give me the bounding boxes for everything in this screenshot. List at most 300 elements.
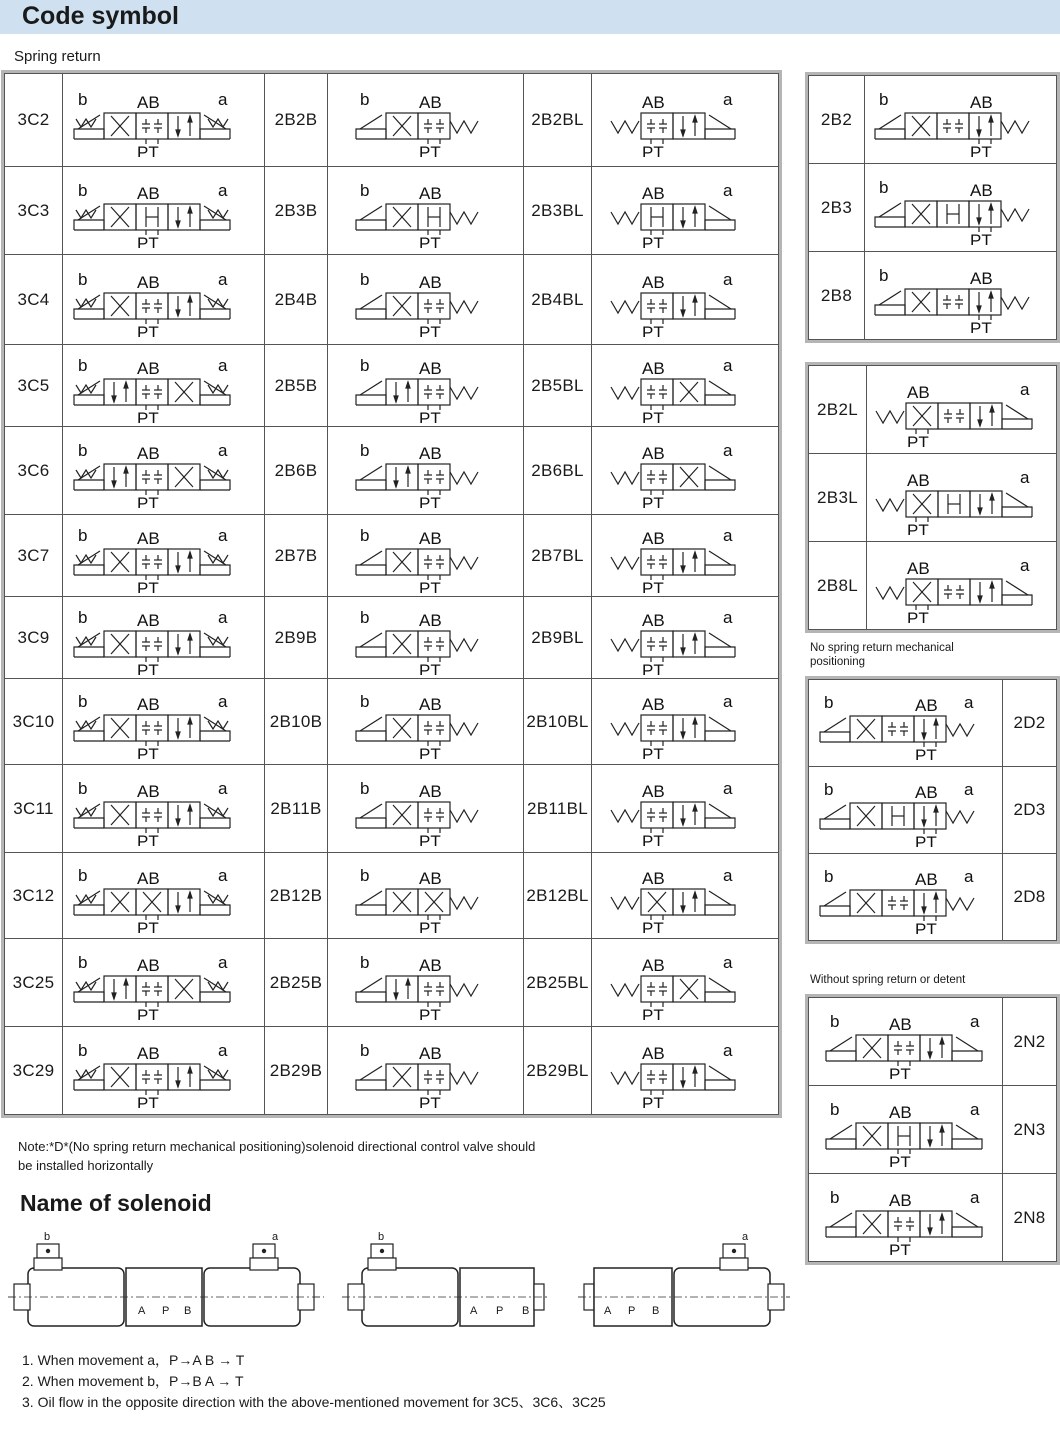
valve-symbol (336, 772, 516, 846)
valve-symbol (336, 601, 516, 675)
code-2b: 2B29B (265, 1027, 328, 1115)
installation-note: Note:*D*(No spring return mechanical positioning)solenoid directional control valve should be installed horizontally (18, 1139, 536, 1173)
code-3c: 3C3 (5, 167, 63, 255)
valve-symbol (66, 349, 262, 423)
a-label: a (963, 693, 973, 712)
main-row (5, 597, 779, 679)
code-right_group4: 2N3 (1003, 1086, 1057, 1174)
sol2-port-p: P (496, 1305, 504, 1317)
a-label: a (963, 780, 973, 799)
a-label: a (723, 691, 733, 711)
code-2b: 2B10B (265, 679, 328, 765)
right-table-3 (808, 679, 1057, 941)
symbol-cell (592, 427, 779, 515)
main-row (5, 853, 779, 939)
code-3c: 3C4 (5, 255, 63, 345)
a-label: a (217, 865, 227, 885)
code-right_group4: 2N8 (1003, 1174, 1057, 1262)
code-3c: 3C11 (5, 765, 63, 853)
main-row (5, 255, 779, 345)
pt-label: PT (418, 831, 441, 846)
sol2-port-a: A (470, 1305, 478, 1317)
valve-symbol (66, 263, 262, 337)
pt-label: PT (642, 408, 664, 423)
ab-label: AB (642, 93, 665, 112)
symbol-cell (809, 767, 1003, 854)
symbol-cell (865, 76, 1057, 164)
ab-label: AB (418, 183, 442, 203)
code-3c: 3C29 (5, 1027, 63, 1115)
valve-symbol (595, 772, 775, 846)
ab-label: AB (418, 443, 442, 463)
a-label: a (723, 952, 733, 972)
symbol-cell (867, 366, 1057, 454)
ab-label: AB (136, 183, 160, 203)
symbol-cell (809, 1086, 1003, 1174)
b-label: b (359, 525, 369, 545)
code-right_group2: 2B2L (809, 366, 867, 454)
pt-label: PT (136, 918, 159, 933)
symbol-cell (63, 255, 265, 345)
code-2b: 2B9B (265, 597, 328, 679)
pt-label: PT (418, 660, 441, 675)
sol3-port-p: P (628, 1305, 636, 1317)
code-3c: 3C6 (5, 427, 63, 515)
valve-symbol (595, 263, 775, 337)
symbol-cell (328, 345, 524, 427)
symbol-cell (63, 345, 265, 427)
solenoid-drawings (8, 1222, 798, 1342)
a-label: a (723, 269, 733, 289)
pt-label: PT (914, 746, 937, 760)
a-label: a (217, 952, 227, 972)
pt-label: PT (136, 322, 159, 337)
symbol-cell (592, 1027, 779, 1115)
symbol-cell (328, 167, 524, 255)
pt-label: PT (418, 1093, 441, 1108)
ab-label: AB (136, 443, 160, 463)
ab-label: AB (418, 358, 442, 378)
page-title: Code symbol (22, 2, 179, 30)
a-label: a (723, 90, 733, 109)
valve-symbol (66, 1034, 262, 1108)
ab-label: AB (136, 610, 160, 630)
symbol-cell (867, 454, 1057, 542)
pt-label: PT (136, 744, 159, 759)
b-label: b (823, 693, 833, 712)
pt-label: PT (888, 1152, 911, 1167)
valve-symbol (869, 259, 1053, 333)
symbol-cell (63, 1027, 265, 1115)
b-label: b (878, 89, 888, 109)
pt-label: PT (136, 233, 159, 248)
ab-label: AB (906, 470, 930, 490)
pt-label: PT (136, 1093, 159, 1108)
main-row (5, 515, 779, 597)
symbol-cell (592, 679, 779, 765)
without-spring-caption: Without spring return or detent (810, 974, 966, 986)
code-2b: 2B7B (265, 515, 328, 597)
sol1-port-a: A (138, 1305, 146, 1317)
main-row (5, 939, 779, 1027)
symbol-cell (328, 939, 524, 1027)
code-3c: 3C7 (5, 515, 63, 597)
valve-symbol (336, 434, 516, 508)
symbol-cell (63, 74, 265, 167)
code-2b: 2B12B (265, 853, 328, 939)
ab-label: AB (136, 868, 160, 888)
valve-symbol (595, 519, 775, 593)
ab-label: AB (969, 92, 993, 112)
symbol-cell (592, 167, 779, 255)
valve-symbol (812, 773, 1000, 847)
ab-label: AB (136, 272, 160, 292)
b-label: b (359, 269, 369, 289)
pt-label: PT (642, 918, 664, 933)
b-label: b (77, 607, 87, 627)
code-2bl: 2B12BL (524, 853, 592, 939)
symbol-cell (865, 164, 1057, 252)
code-2b: 2B5B (265, 345, 328, 427)
symbol-cell (809, 998, 1003, 1086)
code-2bl: 2B6BL (524, 427, 592, 515)
pt-label: PT (418, 143, 441, 157)
b-label: b (77, 1040, 87, 1060)
ab-label: AB (418, 528, 442, 548)
code-2b: 2B11B (265, 765, 328, 853)
code-right_group3: 2D8 (1003, 854, 1057, 941)
pt-label: PT (888, 1064, 911, 1079)
code-2bl: 2B2BL (524, 74, 592, 167)
a-label: a (217, 440, 227, 460)
pt-label: PT (418, 233, 441, 248)
symbol-cell (328, 597, 524, 679)
valve-symbol (66, 519, 262, 593)
a-label: a (217, 778, 227, 798)
sol1-port-p: P (162, 1305, 170, 1317)
a-label: a (1019, 555, 1029, 575)
ab-label: AB (136, 781, 160, 801)
a-label: a (217, 607, 227, 627)
symbol-cell (809, 854, 1003, 941)
symbol-cell (809, 680, 1003, 767)
ab-label: AB (418, 694, 442, 714)
pt-label: PT (136, 493, 159, 508)
right-row (809, 854, 1057, 941)
ab-label: AB (969, 180, 993, 200)
valve-symbol (336, 83, 516, 157)
pt-label: PT (136, 660, 159, 675)
b-label: b (878, 177, 888, 197)
a-label: a (723, 440, 733, 460)
pt-label: PT (136, 831, 159, 846)
b-label: b (359, 180, 369, 200)
sol2-port-b: B (522, 1305, 530, 1317)
pt-label: PT (642, 493, 664, 508)
pt-label: PT (906, 432, 929, 447)
pt-label: PT (136, 143, 159, 157)
a-label: a (969, 1099, 979, 1119)
right-row (809, 998, 1057, 1086)
a-label: a (723, 355, 733, 375)
code-2b: 2B4B (265, 255, 328, 345)
code-2bl: 2B4BL (524, 255, 592, 345)
pt-label: PT (418, 918, 441, 933)
code-right_group1: 2B2 (809, 76, 865, 164)
a-label: a (723, 865, 733, 885)
b-label: b (823, 780, 833, 799)
ab-label: AB (642, 358, 665, 378)
sol3-port-b: B (652, 1305, 660, 1317)
ab-label: AB (914, 696, 938, 715)
symbol-cell (592, 515, 779, 597)
valve-symbol (869, 171, 1053, 245)
b-label: b (359, 952, 369, 972)
movement-notes (22, 1350, 606, 1413)
sol1-b-label: b (44, 1231, 51, 1243)
pt-label: PT (418, 578, 441, 593)
pt-label: PT (418, 408, 441, 423)
ab-label: AB (418, 955, 442, 975)
pt-label: PT (418, 493, 441, 508)
valve-symbol (66, 859, 262, 933)
main-row (5, 345, 779, 427)
symbol-cell (328, 74, 524, 167)
b-label: b (359, 691, 369, 711)
valve-symbol (336, 946, 516, 1020)
pt-label: PT (906, 520, 929, 535)
valve-symbol (869, 83, 1053, 157)
valve-symbol (66, 772, 262, 846)
ab-label: AB (914, 783, 938, 802)
main-row (5, 74, 779, 167)
ab-label: AB (642, 610, 665, 630)
a-label: a (1019, 467, 1029, 487)
pt-label: PT (914, 833, 937, 847)
code-right_group3: 2D3 (1003, 767, 1057, 854)
b-label: b (359, 90, 369, 109)
code-2b: 2B2B (265, 74, 328, 167)
b-label: b (77, 691, 87, 711)
symbol-cell (328, 679, 524, 765)
right-row (809, 542, 1057, 630)
pt-label: PT (136, 1005, 159, 1020)
sol3-a-label: a (742, 1231, 749, 1243)
symbol-cell (592, 255, 779, 345)
b-label: b (829, 1099, 839, 1119)
code-2bl: 2B9BL (524, 597, 592, 679)
b-label: b (77, 269, 87, 289)
code-3c: 3C9 (5, 597, 63, 679)
right-row (809, 1174, 1057, 1262)
ab-label: AB (418, 781, 442, 801)
code-right_group4: 2N2 (1003, 998, 1057, 1086)
pt-label: PT (418, 322, 441, 337)
symbol-cell (63, 939, 265, 1027)
ab-label: AB (906, 382, 930, 402)
b-label: b (359, 607, 369, 627)
b-label: b (823, 867, 833, 886)
valve-symbol (336, 349, 516, 423)
ab-label: AB (642, 955, 665, 975)
b-label: b (359, 355, 369, 375)
code-2bl: 2B11BL (524, 765, 592, 853)
b-label: b (829, 1187, 839, 1207)
code-2bl: 2B29BL (524, 1027, 592, 1115)
valve-symbol (336, 519, 516, 593)
main-row (5, 427, 779, 515)
code-2bl: 2B5BL (524, 345, 592, 427)
valve-symbol (595, 349, 775, 423)
a-label: a (217, 180, 227, 200)
code-2b: 2B25B (265, 939, 328, 1027)
valve-symbol (595, 859, 775, 933)
valve-symbol (336, 1034, 516, 1108)
valve-symbol (595, 174, 775, 248)
pt-label: PT (642, 1005, 664, 1020)
ab-label: AB (642, 868, 665, 888)
movement-note-3: 3. Oil flow in the opposite direction with the above-mentioned movement for 3C5、3C6、3C25 (22, 1394, 606, 1410)
a-label: a (723, 180, 733, 200)
b-label: b (829, 1011, 839, 1031)
symbol-cell (592, 74, 779, 167)
code-2b: 2B3B (265, 167, 328, 255)
ab-label: AB (888, 1190, 912, 1210)
right-table-4 (808, 997, 1057, 1262)
symbol-cell (63, 765, 265, 853)
pt-label: PT (136, 578, 159, 593)
movement-note-1: 1. When movement a，P→A B → T (22, 1352, 245, 1368)
symbol-cell (63, 853, 265, 939)
ab-label: AB (969, 268, 993, 288)
code-3c: 3C10 (5, 679, 63, 765)
right-row (809, 76, 1057, 164)
symbol-cell (328, 1027, 524, 1115)
code-right_group1: 2B8 (809, 252, 865, 340)
ab-label: AB (418, 610, 442, 630)
valve-symbol (336, 859, 516, 933)
ab-label: AB (642, 528, 665, 548)
ab-label: AB (642, 694, 665, 714)
symbol-cell (865, 252, 1057, 340)
symbol-cell (592, 597, 779, 679)
b-label: b (878, 265, 888, 285)
code-right_group2: 2B3L (809, 454, 867, 542)
pt-label: PT (969, 318, 992, 333)
a-label: a (963, 867, 973, 886)
symbol-cell (328, 853, 524, 939)
right-table-1 (808, 75, 1057, 340)
code-3c: 3C5 (5, 345, 63, 427)
symbol-cell (328, 765, 524, 853)
b-label: b (359, 865, 369, 885)
symbol-cell (63, 597, 265, 679)
solenoid-heading: Name of solenoid (20, 1190, 212, 1216)
a-label: a (217, 355, 227, 375)
valve-symbol (66, 601, 262, 675)
code-3c: 3C12 (5, 853, 63, 939)
ab-label: AB (914, 870, 938, 889)
b-label: b (77, 355, 87, 375)
pt-label: PT (642, 744, 664, 759)
symbol-cell (867, 542, 1057, 630)
symbol-cell (328, 515, 524, 597)
symbol-cell (328, 427, 524, 515)
ab-label: AB (418, 868, 442, 888)
valve-symbol (595, 1034, 775, 1108)
pt-label: PT (418, 1005, 441, 1020)
code-3c: 3C25 (5, 939, 63, 1027)
right-table-2 (808, 365, 1057, 630)
no-spring-caption: No spring return mechanical positioning (810, 642, 954, 668)
code-2bl: 2B3BL (524, 167, 592, 255)
pt-label: PT (642, 143, 664, 157)
code-right_group3: 2D2 (1003, 680, 1057, 767)
right-row (809, 767, 1057, 854)
ab-label: AB (136, 955, 160, 975)
main-row (5, 679, 779, 765)
b-label: b (77, 952, 87, 972)
ab-label: AB (888, 1014, 912, 1034)
valve-symbol (66, 434, 262, 508)
right-row (809, 252, 1057, 340)
a-label: a (217, 525, 227, 545)
pt-label: PT (642, 322, 664, 337)
ab-label: AB (136, 93, 160, 112)
symbol-cell (328, 255, 524, 345)
valve-symbol (812, 1181, 1000, 1255)
code-2bl: 2B25BL (524, 939, 592, 1027)
ab-label: AB (136, 694, 160, 714)
code-right_group1: 2B3 (809, 164, 865, 252)
b-label: b (77, 440, 87, 460)
ab-label: AB (136, 528, 160, 548)
ab-label: AB (136, 358, 160, 378)
code-right_group2: 2B8L (809, 542, 867, 630)
ab-label: AB (418, 1043, 442, 1063)
b-label: b (77, 525, 87, 545)
valve-symbol (595, 685, 775, 759)
a-label: a (1019, 379, 1029, 399)
b-label: b (359, 1040, 369, 1060)
valve-symbol (595, 434, 775, 508)
valve-symbol (595, 946, 775, 1020)
a-label: a (969, 1011, 979, 1031)
sol1-a-label: a (272, 1231, 279, 1243)
sol1-port-b: B (184, 1305, 192, 1317)
valve-symbol (812, 1005, 1000, 1079)
sol3-port-a: A (604, 1305, 612, 1317)
pt-label: PT (418, 744, 441, 759)
valve-symbol (336, 263, 516, 337)
pt-label: PT (969, 142, 992, 157)
b-label: b (359, 778, 369, 798)
ab-label: AB (888, 1102, 912, 1122)
pt-label: PT (642, 831, 664, 846)
b-label: b (77, 865, 87, 885)
pt-label: PT (642, 233, 664, 248)
code-2bl: 2B10BL (524, 679, 592, 765)
pt-label: PT (888, 1240, 911, 1255)
valve-symbol (870, 373, 1054, 447)
b-label: b (77, 90, 87, 109)
movement-note-2: 2. When movement b，P→B A → T (22, 1373, 244, 1389)
right-row (809, 366, 1057, 454)
ab-label: AB (136, 1043, 160, 1063)
ab-label: AB (418, 272, 442, 292)
a-label: a (969, 1187, 979, 1207)
sol2-b-label: b (378, 1231, 385, 1243)
